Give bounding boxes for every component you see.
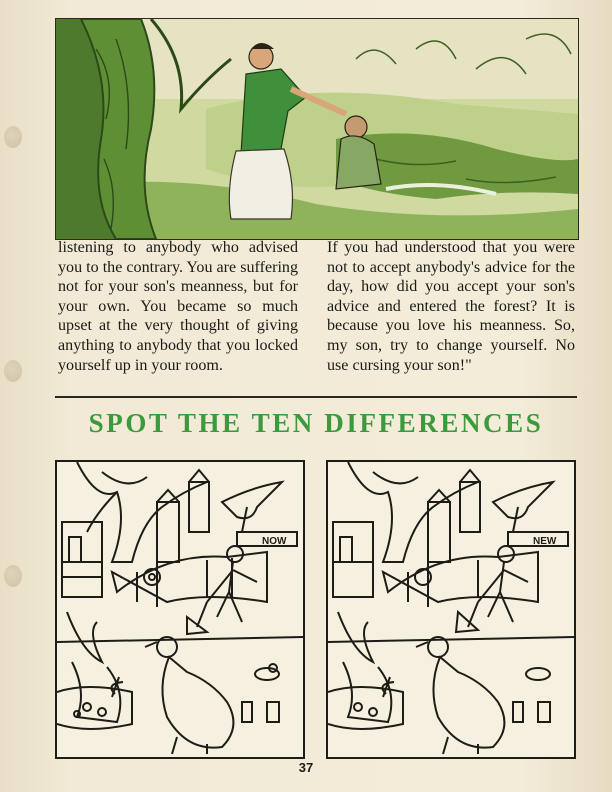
- story-illustration: [55, 18, 579, 240]
- story-text-left-column: listening to anybody who advised you to the contrary. You are suffering not for your son's meanness, but for your own. You became so much upset at the very thought of giving anything to anybody that you locked yourself up in your room.: [58, 239, 299, 374]
- story-text-right-column: If you had understood that you were not to accept anybody's advice for the day, how did you accept your son's advice and entered the forest? It is because you love his meanness. So, my son, try to change yourself. No use cursing your son!": [327, 239, 575, 374]
- puzzle-drawing-left: [57, 462, 303, 757]
- puzzle-heading: SPOT THE TEN DIFFERENCES: [88, 408, 544, 438]
- puzzle-panel-right: [326, 460, 576, 759]
- page-number: 37: [298, 760, 314, 775]
- sign-text-right: NEW: [533, 536, 557, 547]
- sign-text-left: NOW: [262, 536, 287, 547]
- section-divider: [55, 396, 577, 398]
- puzzle-panel-left: [55, 460, 305, 759]
- puzzle-drawing-right: [328, 462, 574, 757]
- forest-scene-drawing: [56, 19, 578, 239]
